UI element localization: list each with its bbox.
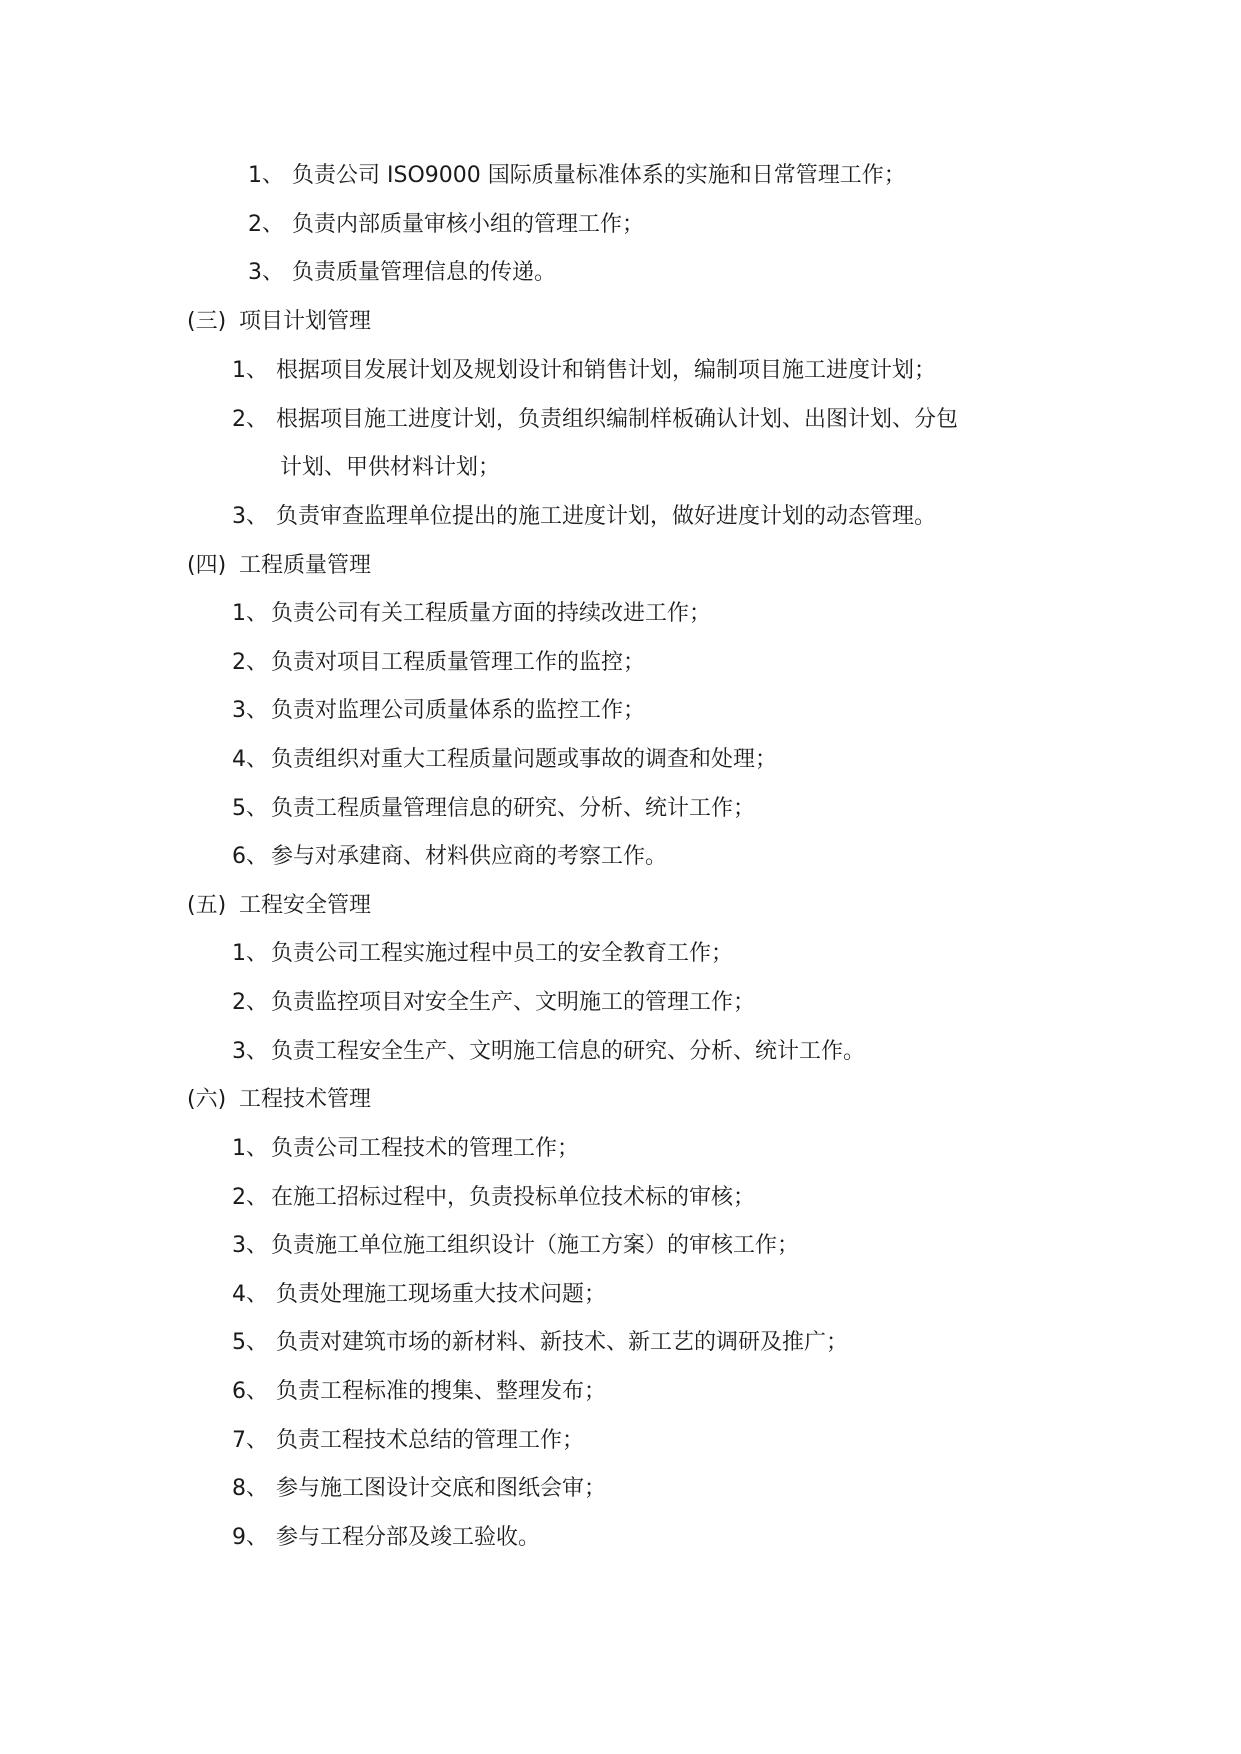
item-number: 3、 [248,260,284,285]
item-text: 参与施工图设计交底和图纸会审； [276,1476,607,1501]
item-text: 负责处理施工现场重大技术问题； [276,1282,607,1307]
item-number: 6、 [232,1379,268,1404]
section-number: (四) [187,553,227,578]
section-heading [187,552,371,580]
list-item [232,1524,540,1552]
item-text: 负责对监理公司质量体系的监控工作； [271,698,646,723]
item-number: 8、 [232,1476,268,1501]
section-heading [187,308,371,336]
item-text: 负责对项目工程质量管理工作的监控； [271,650,646,675]
section-number: (五) [187,893,227,918]
list-item [232,1427,584,1455]
list-item [232,1378,606,1406]
item-number: 2、 [232,650,268,675]
item-text: 负责施工单位施工组织设计（施工方案）的审核工作； [271,1233,800,1258]
list-item [232,843,667,871]
list-item [232,649,645,677]
item-text: 负责工程技术总结的管理工作； [276,1428,585,1453]
item-text: 负责公司有关工程质量方面的持续改进工作； [271,601,712,626]
section-title: 工程质量管理 [239,553,372,578]
list-item [232,697,645,725]
item-number: 1、 [232,1136,268,1161]
item-text: 负责对建筑市场的新材料、新技术、新工艺的调研及推广； [276,1330,849,1355]
item-number: 2、 [232,407,268,432]
item-text: 参与工程分部及竣工验收。 [276,1525,541,1550]
item-text: 负责组织对重大工程质量问题或事故的调查和处理； [271,747,778,772]
list-item-continuation: 计划、甲供材料计划； [280,455,501,480]
list-item [232,1281,606,1309]
item-number: 5、 [232,796,268,821]
list-item [232,1232,799,1260]
item-number: 3、 [232,1039,268,1064]
item-text: 负责质量管理信息的传递。 [292,260,557,285]
list-item [232,503,936,531]
item-number: 4、 [232,747,268,772]
section-number: (三) [187,309,227,334]
list-item [232,1135,579,1163]
item-number: 1、 [232,601,268,626]
item-number: 6、 [232,844,268,869]
item-text: 负责工程安全生产、文明施工信息的研究、分析、统计工作。 [271,1039,866,1064]
section-heading [187,1086,371,1114]
item-text: 负责公司工程技术的管理工作； [271,1136,580,1161]
list-item [248,211,644,239]
section-heading [187,892,371,920]
list-item [232,940,733,968]
section-title: 项目计划管理 [239,309,372,334]
list-item [232,1475,606,1503]
item-number: 2、 [232,1185,268,1210]
item-number: 2、 [232,990,268,1015]
item-text: 根据项目发展计划及规划设计和销售计划，编制项目施工进度计划； [276,358,937,383]
item-number: 9、 [232,1525,268,1550]
list-item [232,1329,848,1357]
list-item [232,1038,865,1066]
list-item [232,1184,755,1212]
item-text: 负责公司工程实施过程中员工的安全教育工作； [271,941,734,966]
item-text: 参与对承建商、材料供应商的考察工作。 [271,844,668,869]
item-number: 2、 [248,212,284,237]
item-number: 3、 [232,1233,268,1258]
item-number: 5、 [232,1330,268,1355]
item-number: 1、 [248,163,284,188]
list-item [248,259,556,287]
section-title: 工程技术管理 [239,1087,372,1112]
list-item [232,357,936,385]
item-number: 7、 [232,1428,268,1453]
item-number: 1、 [232,941,268,966]
item-text: 负责审查监理单位提出的施工进度计划，做好进度计划的动态管理。 [276,504,937,529]
item-number: 3、 [232,698,268,723]
list-item [232,989,755,1017]
item-number: 3、 [232,504,268,529]
item-text: 在施工招标过程中，负责投标单位技术标的审核； [271,1185,756,1210]
section-title: 工程安全管理 [239,893,372,918]
item-text: 负责工程标准的搜集、整理发布； [276,1379,607,1404]
item-text: 根据项目施工进度计划，负责组织编制样板确认计划、出图计划、分包 [276,407,959,432]
list-item [248,162,906,190]
list-item [232,406,958,434]
item-text: 负责公司 ISO9000 国际质量标准体系的实施和日常管理工作； [292,163,906,188]
list-item [232,795,755,823]
list-item [232,600,711,628]
section-number: (六) [187,1087,227,1112]
item-text: 负责监控项目对安全生产、文明施工的管理工作； [271,990,756,1015]
item-number: 1、 [232,358,268,383]
list-item [232,746,777,774]
item-text: 负责内部质量审核小组的管理工作； [292,212,645,237]
item-text: 负责工程质量管理信息的研究、分析、统计工作； [271,796,756,821]
item-number: 4、 [232,1282,268,1307]
